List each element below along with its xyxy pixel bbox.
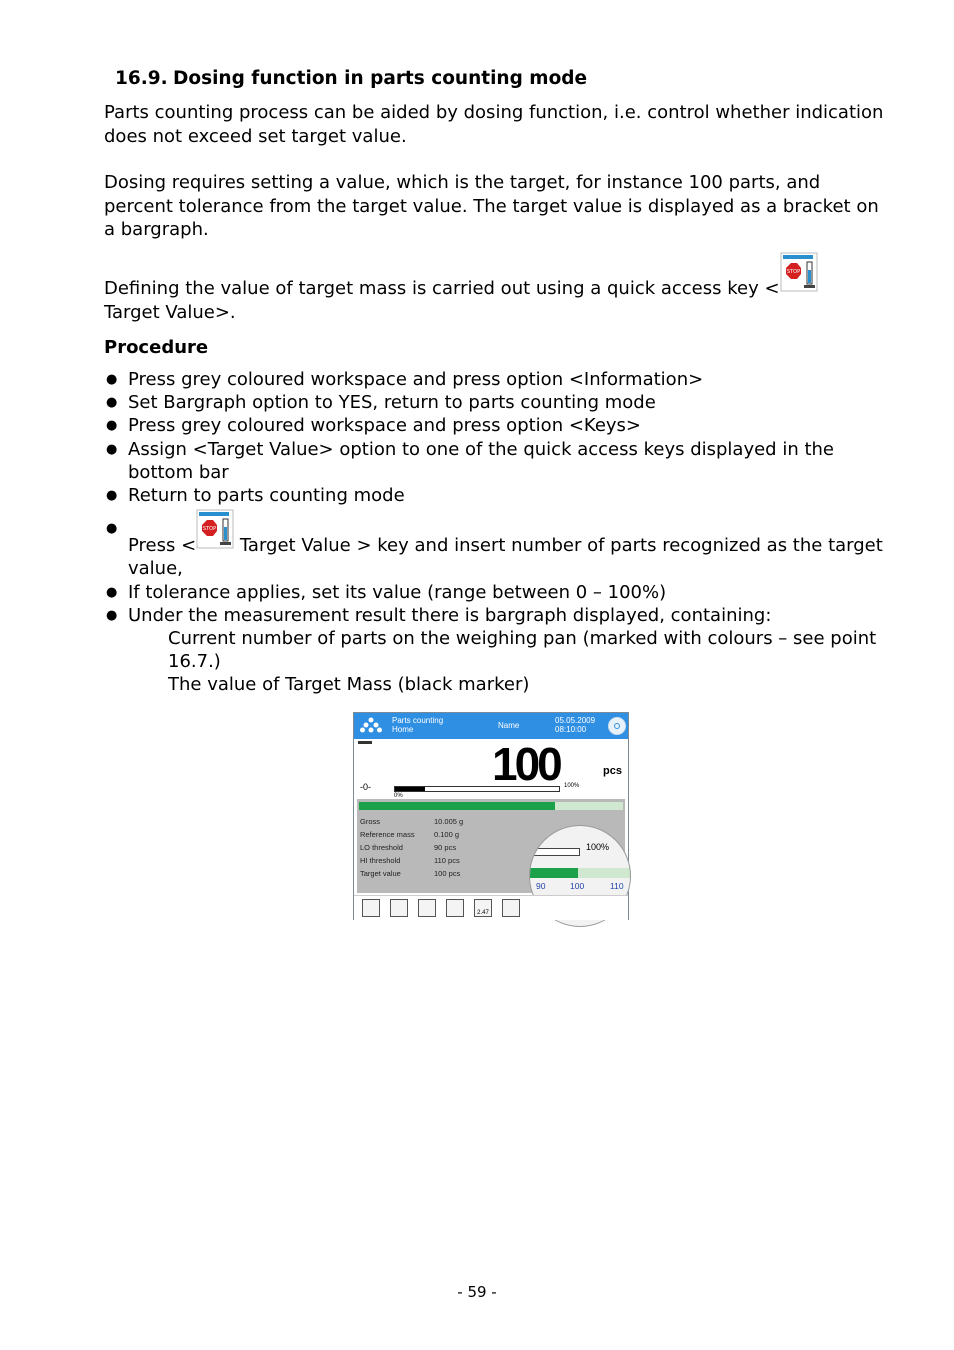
target-value-key-icon	[196, 517, 234, 557]
bargraph-item: Current number of parts on the weighing pan (marked with colours – see point 16.7.)	[168, 628, 877, 673]
procedure-step: ● Under the measurement result there is bargraph displayed, containing: Current number of parts on the weighing pan (marked with colours – see point 16.7.) The value of Target Mass (black marker)	[104, 604, 894, 697]
mode-label: Parts counting Home	[392, 716, 444, 734]
user-name: Name	[498, 721, 520, 730]
load-bargraph	[394, 786, 560, 792]
scale-display-screenshot	[353, 712, 629, 920]
procedure-step: ● Set Bargraph option to YES, return to parts counting mode	[106, 392, 656, 414]
bargraph-min-label: 0%	[394, 793, 403, 799]
target-value-key-icon	[780, 260, 818, 300]
info-row: Reference mass 0.100 g	[360, 830, 460, 839]
procedure-step: ● Press < STOP Target Value > key and insert number of parts recognized as the target value,	[104, 517, 894, 580]
target-key-text-end: Target Value>.	[104, 301, 236, 323]
procedure-step: ● Return to parts counting mode	[106, 485, 405, 507]
info-row: HI threshold 110 pcs	[360, 856, 460, 865]
reading-unit: pcs	[603, 765, 622, 777]
section-heading	[115, 68, 587, 89]
stability-marker	[358, 741, 372, 744]
parts-key-icon[interactable]	[418, 899, 436, 917]
quick-access-bar	[354, 895, 628, 920]
section-number: 16.9.	[115, 68, 168, 89]
target-key-text: Defining the value of target mass is carried out using a quick access key <	[104, 278, 780, 299]
date-time: 05.05.2009 08:10:00	[555, 716, 596, 734]
page-number: - 59 -	[457, 1283, 497, 1301]
procedure-title: Procedure	[104, 337, 209, 358]
info-row: LO threshold 90 pcs	[360, 843, 457, 852]
database-key-icon[interactable]	[446, 899, 464, 917]
zoom-tick-label: 110	[610, 881, 624, 891]
procedure-step: ● Assign <Target Value> option to one of the quick access keys displayed in the bottom bar	[106, 438, 834, 483]
bargraph-max-label: 100%	[564, 783, 580, 789]
procedure-step: ● Press grey coloured workspace and press option <Keys>	[106, 415, 641, 437]
dosing-paragraph: Dosing requires setting a value, which is the target, for instance 100 parts, and percent tolerance from the target value. The target value is displayed as a bracket on a bargraph.	[104, 172, 879, 240]
procedure-step: ● If tolerance applies, set its value (range between 0 – 100%)	[106, 581, 667, 603]
main-reading: 100	[492, 738, 560, 790]
dosing-bargraph	[359, 802, 623, 810]
settings-icon[interactable]	[608, 717, 626, 735]
procedure-step: ● Press grey coloured workspace and press option <Information>	[106, 369, 704, 390]
intro-paragraph: Parts counting process can be aided by dosing function, i.e. control whether indication does not exceed set target value.	[104, 102, 884, 147]
tare-key-icon[interactable]	[390, 899, 408, 917]
info-rows	[360, 815, 463, 880]
zoom-tick-label: 100	[570, 881, 585, 891]
svg-text:STOP: STOP	[786, 269, 800, 275]
bargraph-item: The value of Target Mass (black marker)	[168, 674, 530, 696]
procedure-steps	[104, 368, 894, 697]
info-row: Target value 100 pcs	[360, 869, 461, 878]
parts-counting-icon	[360, 717, 382, 733]
info-row: Gross 10.005 g	[360, 817, 464, 826]
zero-indicator: -0-	[360, 782, 371, 792]
section-title: Dosing function in parts counting mode	[173, 68, 588, 89]
svg-text:STOP: STOP	[203, 526, 217, 533]
tools-key-icon[interactable]	[362, 899, 380, 917]
target-key-paragraph	[104, 260, 894, 324]
zoom-percent: 100%	[586, 842, 610, 852]
display-top-bar	[354, 713, 628, 739]
zoom-tick-label: 90	[536, 881, 546, 891]
printer-key-icon[interactable]	[502, 899, 520, 917]
target-value-key-icon[interactable]: 2.47	[474, 899, 492, 917]
